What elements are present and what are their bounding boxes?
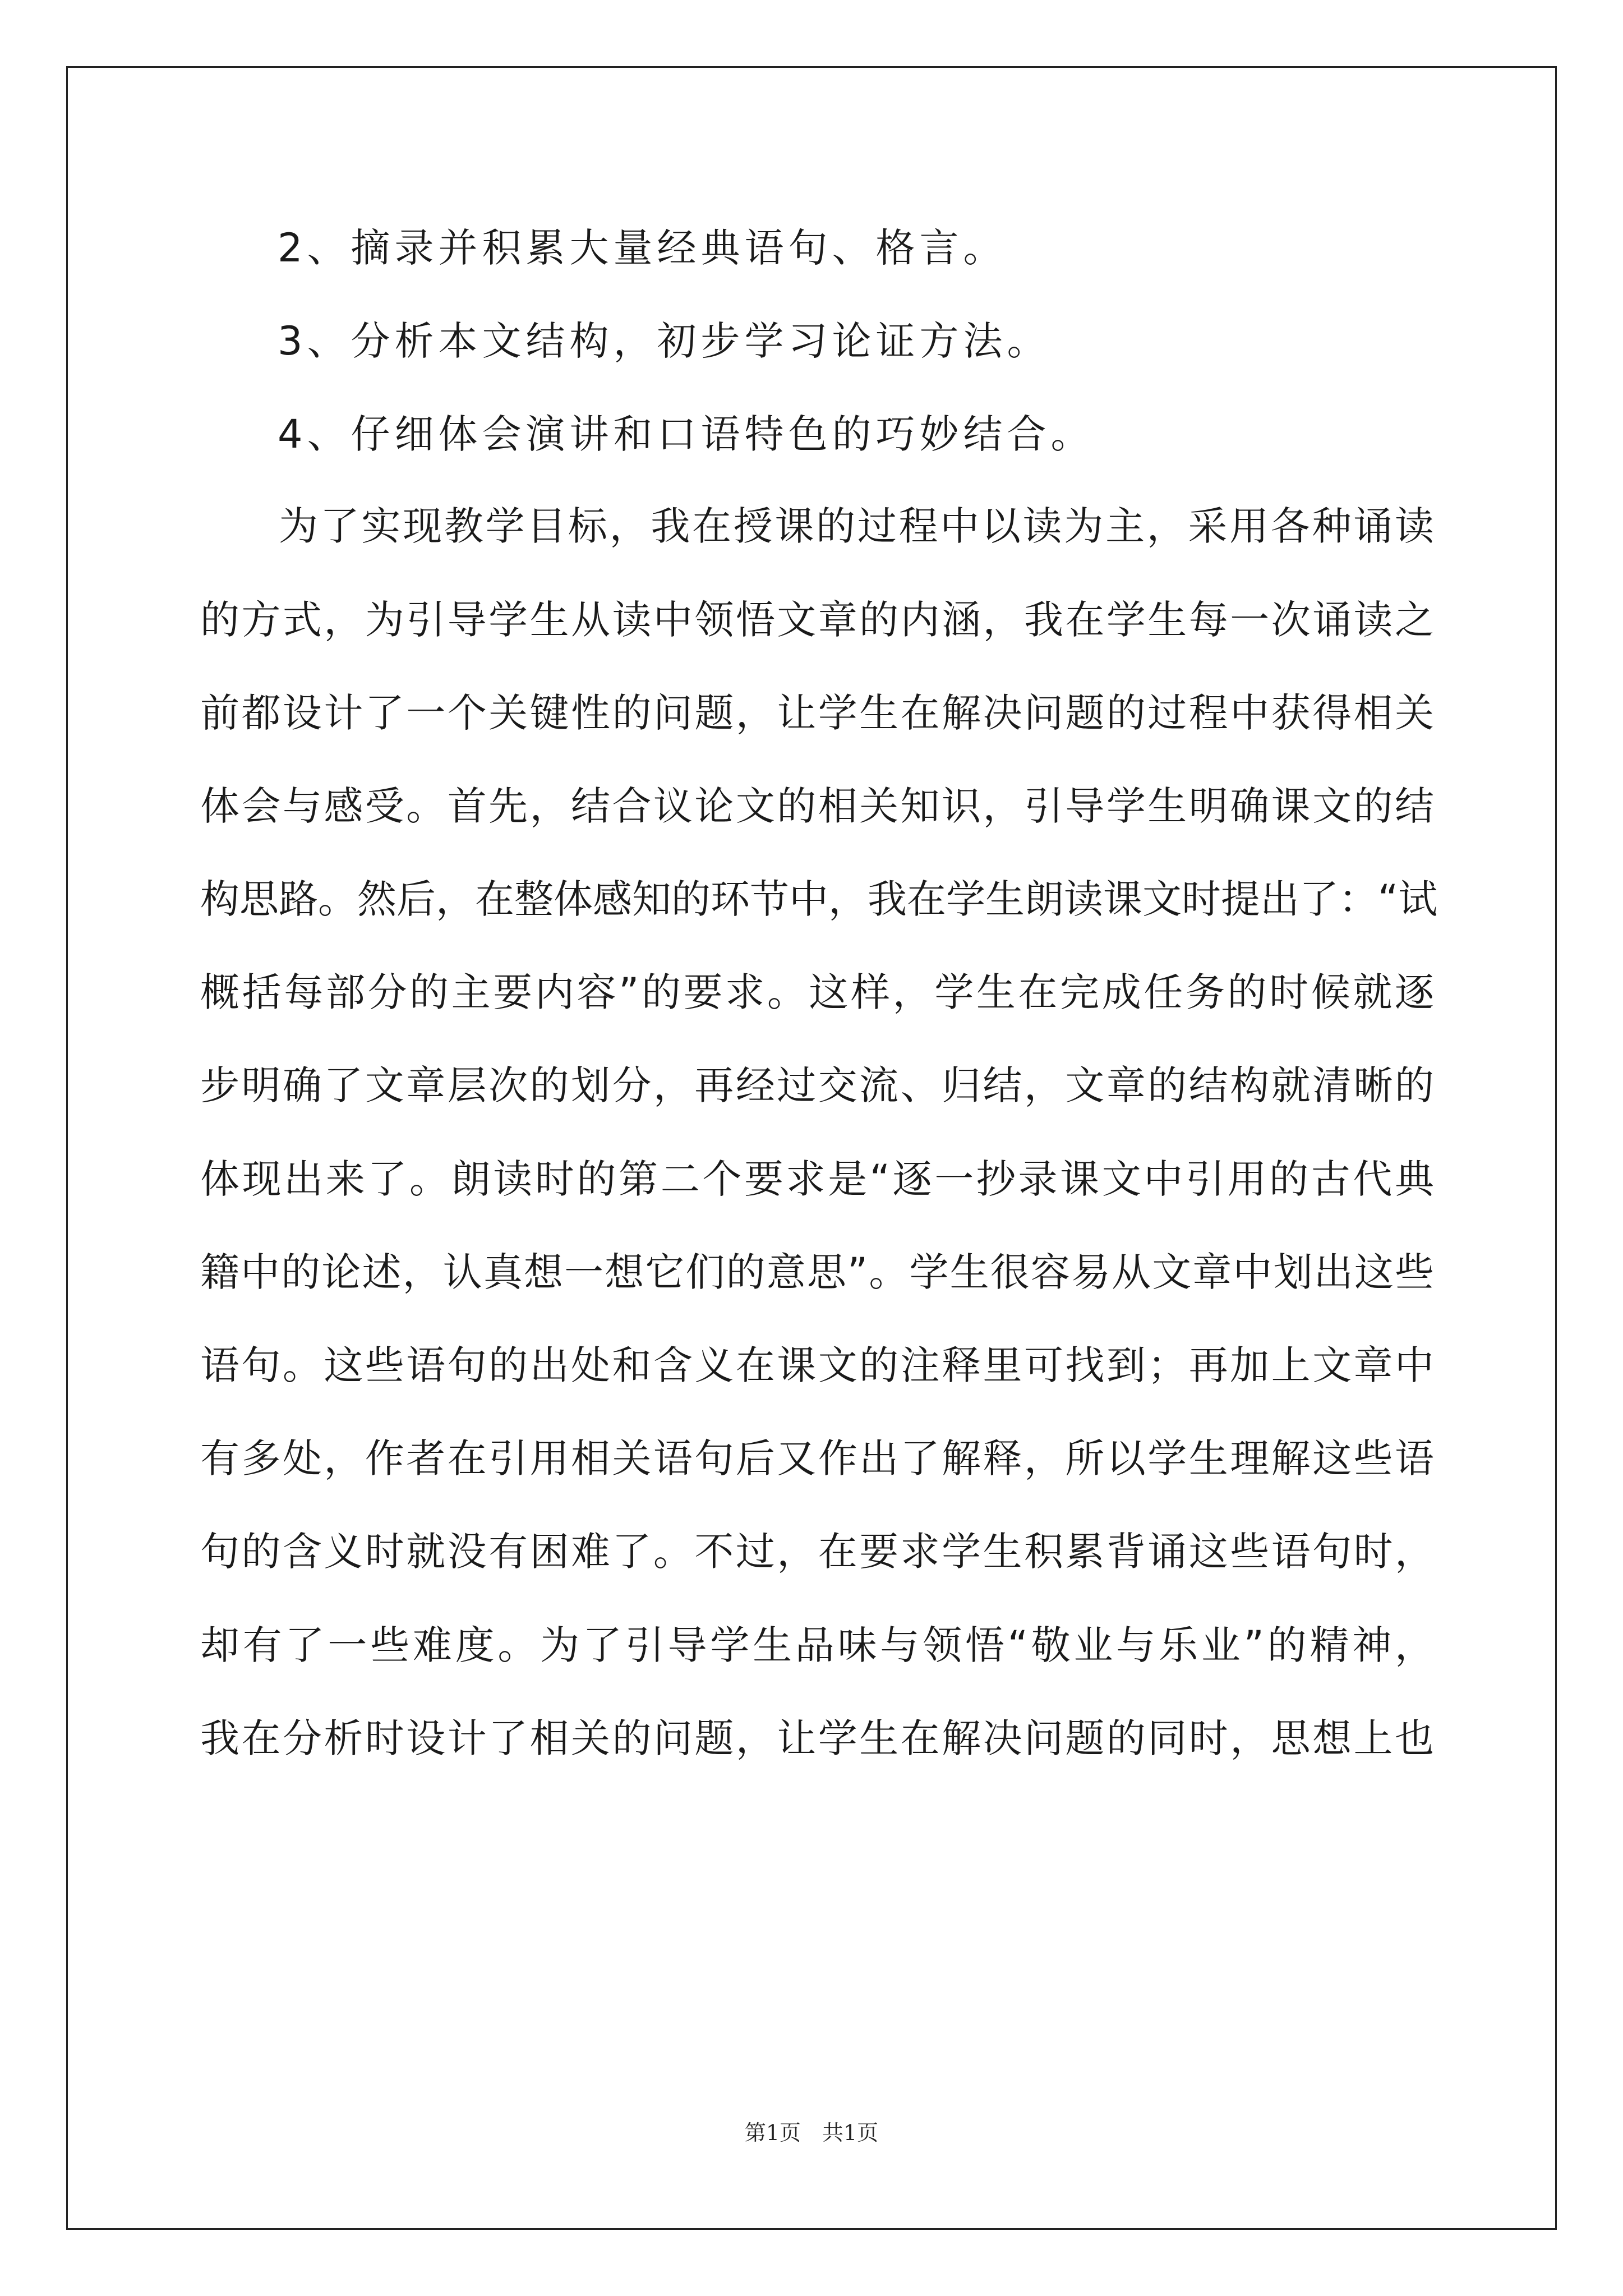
list-item: 4、仔细体会演讲和口语特色的巧妙结合。 [278, 411, 1095, 457]
paragraph-line: 体现出来了。朗读时的第二个要求是“逐一抄录课文中引用的古代典 [200, 1156, 1434, 1202]
paragraph-line: 构思路。然后，在整体感知的环节中，我在学生朗读课文时提出了：“试 [200, 876, 1438, 922]
list-item: 2、摘录并积累大量经典语句、格言。 [278, 225, 1007, 271]
paragraph-line: 语句。这些语句的出处和含义在课文的注释里可找到；再加上文章中 [200, 1342, 1434, 1388]
paragraph-line: 有多处，作者在引用相关语句后又作出了解释，所以学生理解这些语 [200, 1435, 1434, 1481]
paragraph-line: 却有了一些难度。为了引导学生品味与领悟“敬业与乐业”的精神， [200, 1622, 1434, 1668]
paragraph-line: 概括每部分的主要内容”的要求。这样，学生在完成任务的时候就逐 [200, 969, 1434, 1015]
paragraph-line: 为了实现教学目标，我在授课的过程中以读为主，采用各种诵读 [279, 503, 1434, 549]
page-border [66, 66, 1557, 2230]
page-number-footer: 第1页 共1页 [744, 2120, 879, 2145]
paragraph-line: 前都设计了一个关键性的问题，让学生在解决问题的过程中获得相关 [200, 690, 1434, 736]
paragraph-line: 句的含义时就没有困难了。不过，在要求学生积累背诵这些语句时， [200, 1529, 1434, 1575]
paragraph-line: 步明确了文章层次的划分，再经过交流、归结，文章的结构就清晰的 [200, 1062, 1434, 1108]
paragraph-line: 的方式，为引导学生从读中领悟文章的内涵，我在学生每一次诵读之 [200, 597, 1434, 643]
list-item: 3、分析本文结构，初步学习论证方法。 [278, 318, 1051, 364]
paragraph-line: 体会与感受。首先，结合议论文的相关知识，引导学生明确课文的结 [200, 783, 1434, 829]
paragraph-line: 我在分析时设计了相关的问题，让学生在解决问题的同时，思想上也 [200, 1715, 1434, 1761]
paragraph-line: 籍中的论述，认真想一想它们的意思”。学生很容易从文章中划出这些 [200, 1249, 1434, 1295]
